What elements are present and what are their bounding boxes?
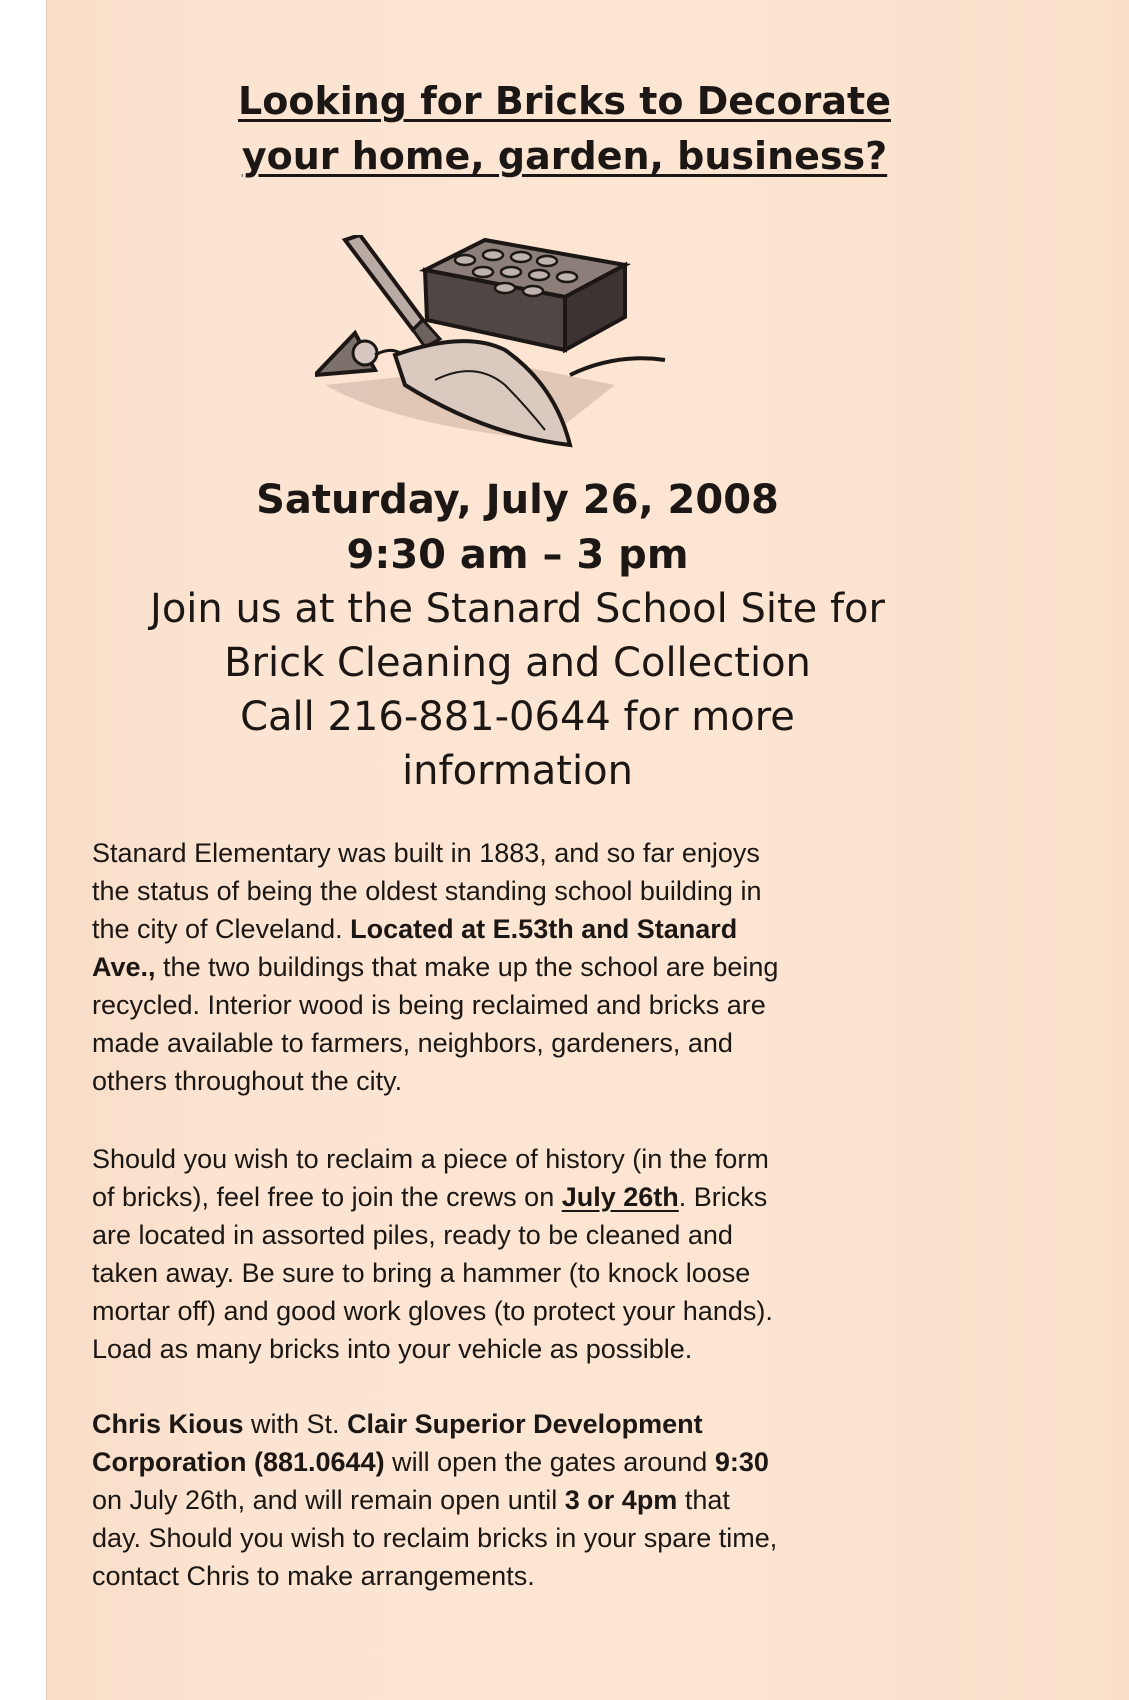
paragraph-text: of bricks), feel free to join the crews on	[92, 1182, 562, 1212]
instructions-paragraph	[92, 1140, 972, 1368]
paragraph-line: recycled. Interior wood is being reclaimed and bricks are	[92, 990, 766, 1020]
paragraph-line: Should you wish to reclaim a piece of history (in the form	[92, 1144, 769, 1174]
scan-margin	[0, 0, 47, 1700]
location-text: Located at E.53th and Stanard	[350, 914, 738, 944]
open-time: 9:30	[714, 1447, 769, 1477]
organization-name: Clair Superior Development	[347, 1409, 703, 1439]
paragraph-line	[92, 1405, 972, 1443]
paragraph-line: Stanard Elementary was built in 1883, and so far enjoys	[92, 838, 760, 868]
paragraph-line: made available to farmers, neighbors, gardeners, and	[92, 1028, 733, 1058]
paragraph-text: with St.	[243, 1409, 348, 1439]
close-time: 3 or 4pm	[564, 1485, 678, 1515]
invite-line-1: Join us at the Stanard School Site for	[150, 586, 885, 632]
paragraph-line: taken away. Be sure to bring a hammer (to knock loose	[92, 1258, 751, 1288]
invite-line-3: Call 216-881-0644 for more	[240, 694, 795, 740]
history-paragraph	[92, 834, 972, 1100]
paragraph-text: the city of Cleveland.	[92, 914, 351, 944]
paragraph-line	[92, 1481, 972, 1519]
invite-line-4: information	[402, 748, 633, 794]
paragraph-text: . Bricks	[678, 1182, 768, 1212]
paragraph-line	[92, 910, 972, 948]
location-text: Ave.,	[92, 952, 156, 982]
headline-line-2: your home, garden, business?	[241, 134, 888, 178]
paragraph-line: the status of being the oldest standing school building in	[92, 876, 762, 906]
paragraph-text: will open the gates around	[384, 1447, 715, 1477]
contact-paragraph	[92, 1405, 972, 1595]
event-date-highlight: July 26th	[561, 1182, 679, 1212]
event-date: Saturday, July 26, 2008	[256, 477, 779, 523]
paragraph-line: others throughout the city.	[92, 1066, 403, 1096]
headline-line-1: Looking for Bricks to Decorate	[238, 79, 891, 123]
paragraph-line	[92, 1443, 972, 1481]
paragraph-text: the two buildings that make up the school are being	[155, 952, 779, 982]
event-time: 9:30 am – 3 pm	[346, 532, 689, 578]
paragraph-text: that	[677, 1485, 730, 1515]
paragraph-line	[92, 1178, 972, 1216]
paragraph-line: Load as many bricks into your vehicle as possible.	[92, 1334, 693, 1364]
paragraph-line: mortar off) and good work gloves (to protect your hands).	[92, 1296, 773, 1326]
paragraph-line	[92, 948, 972, 986]
paragraph-text: on July 26th, and will remain open until	[92, 1485, 565, 1515]
paragraph-line: day. Should you wish to reclaim bricks in your spare time,	[92, 1523, 778, 1553]
paragraph-line: contact Chris to make arrangements.	[92, 1561, 535, 1591]
brick-and-trowel-icon	[315, 235, 715, 460]
organization-name: Corporation (881.0644)	[92, 1447, 385, 1477]
invite-line-2: Brick Cleaning and Collection	[224, 640, 811, 686]
contact-name: Chris Kious	[92, 1409, 244, 1439]
paragraph-line: are located in assorted piles, ready to be cleaned and	[92, 1220, 733, 1250]
